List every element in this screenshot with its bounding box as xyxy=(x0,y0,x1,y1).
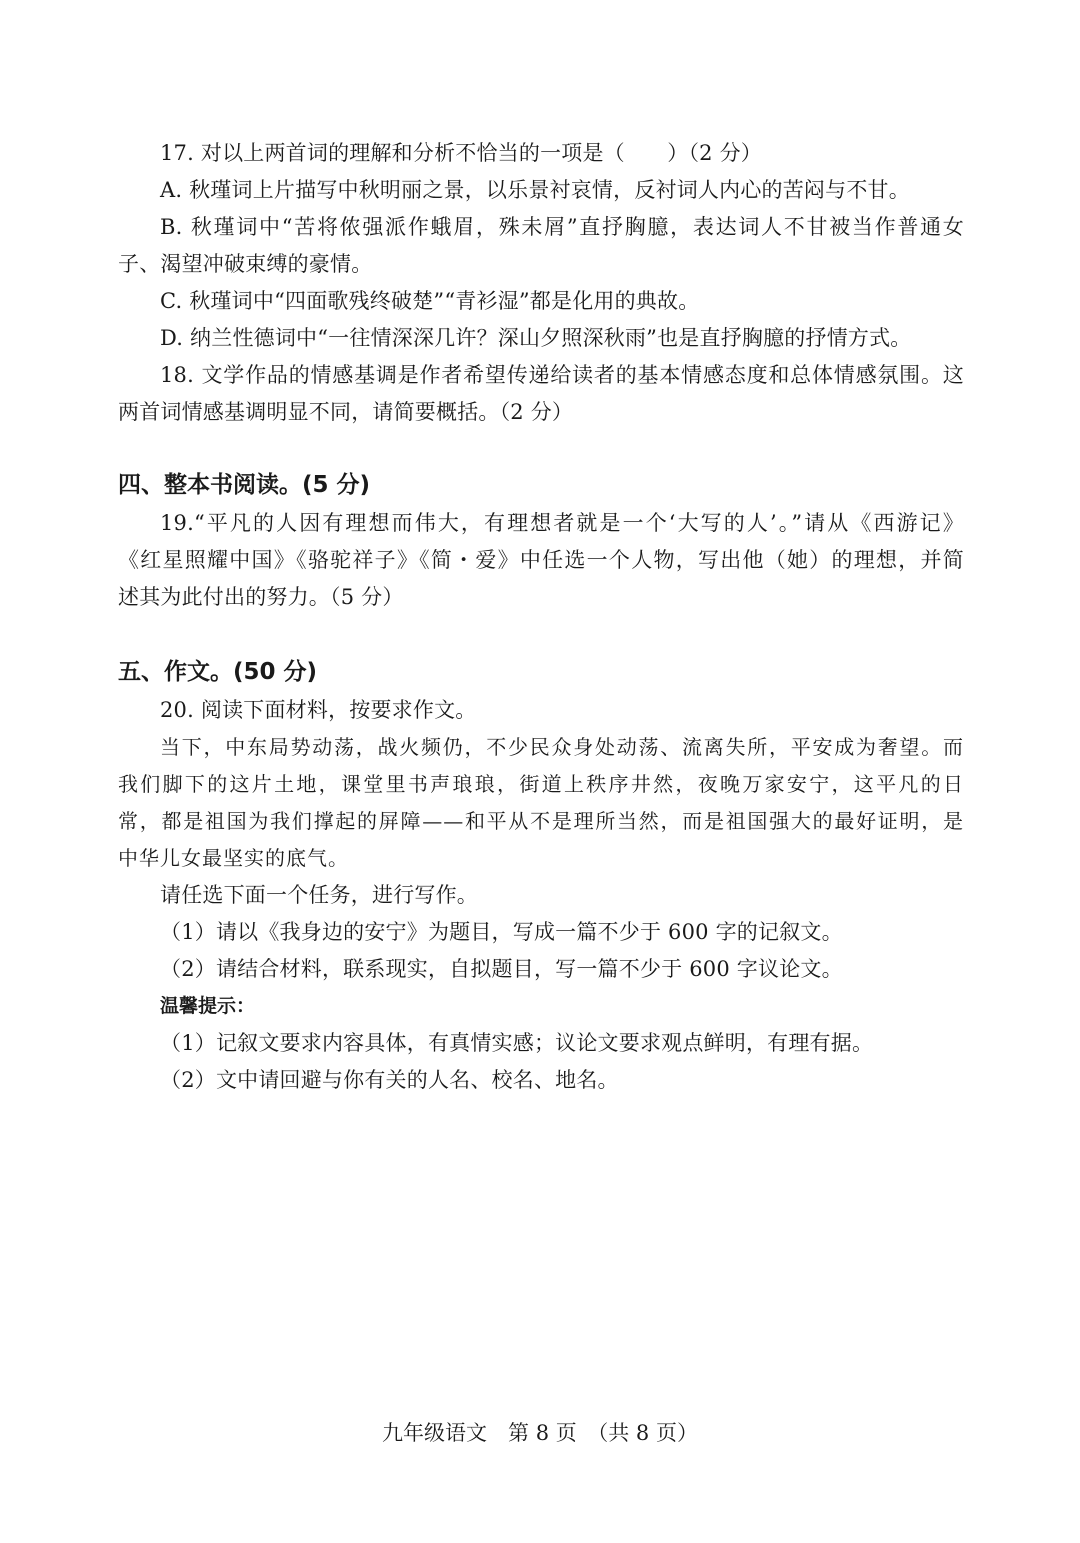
task-1: （1）请以《我身边的安宁》为题目，写成一篇不少于 600 字的记叙文。 xyxy=(160,920,843,944)
q19-line1: 19.“平凡的人因有理想而伟大，有理想者就是一个‘大写的人’。”请从《西游记》 xyxy=(160,511,964,535)
section4-heading: 四、整本书阅读。(5 分) xyxy=(118,472,371,498)
hint-1: （1）记叙文要求内容具体，有真情实感；议论文要求观点鲜明，有理有据。 xyxy=(160,1031,874,1055)
q19-line2: 《红星照耀中国》《骆驼祥子》《简・爱》中任选一个人物，写出他（她）的理想，并简 xyxy=(118,548,964,572)
hint-title: 温馨提示： xyxy=(160,995,256,1017)
hint-2: （2）文中请回避与你有关的人名、校名、地名。 xyxy=(160,1068,619,1092)
material-line1: 当下，中东局势动荡，战火频仍，不少民众身处动荡、流离失所，平安成为奢望。而 xyxy=(160,735,964,759)
task-2: （2）请结合材料，联系现实，自拟题目，写一篇不少于 600 字议论文。 xyxy=(160,957,843,981)
material-line2: 我们脚下的这片土地，课堂里书声琅琅，街道上秩序井然，夜晚万家安宁，这平凡的日 xyxy=(118,772,964,796)
q17-option-c: C. 秋瑾词中“四面歌残终破楚”“青衫湿”都是化用的典故。 xyxy=(160,289,700,313)
q19-line3: 述其为此付出的努力。（5 分） xyxy=(118,585,404,609)
q18-line1: 18. 文学作品的情感基调是作者希望传递给读者的基本情感态度和总体情感氛围。这 xyxy=(160,363,964,387)
page-footer: 九年级语文 第 8 页 （共 8 页） xyxy=(382,1421,698,1445)
q17-option-b-line2: 子、渴望冲破束缚的豪情。 xyxy=(118,252,373,276)
material-line3: 常，都是祖国为我们撑起的屏障——和平从不是理所当然，而是祖国强大的最好证明，是 xyxy=(118,809,964,833)
material-line4: 中华儿女最坚实的底气。 xyxy=(118,846,349,870)
q17-option-d: D. 纳兰性德词中“一往情深深几许？深山夕照深秋雨”也是直抒胸臆的抒情方式。 xyxy=(160,326,912,350)
section5-heading: 五、作文。(50 分) xyxy=(118,659,318,685)
q18-line2: 两首词情感基调明显不同，请简要概括。（2 分） xyxy=(118,400,574,424)
q17-stem: 17. 对以上两首词的理解和分析不恰当的一项是（ ）（2 分） xyxy=(160,141,763,165)
q20-stem: 20. 阅读下面材料，按要求作文。 xyxy=(160,698,477,722)
q17-option-a: A. 秋瑾词上片描写中秋明丽之景，以乐景衬哀情，反衬词人内心的苦闷与不甘。 xyxy=(160,178,910,202)
q17-option-b-line1: B. 秋瑾词中“苦将侬强派作蛾眉，殊未屑”直抒胸臆，表达词人不甘被当作普通女 xyxy=(160,215,964,239)
task-intro: 请任选下面一个任务，进行写作。 xyxy=(160,883,478,907)
